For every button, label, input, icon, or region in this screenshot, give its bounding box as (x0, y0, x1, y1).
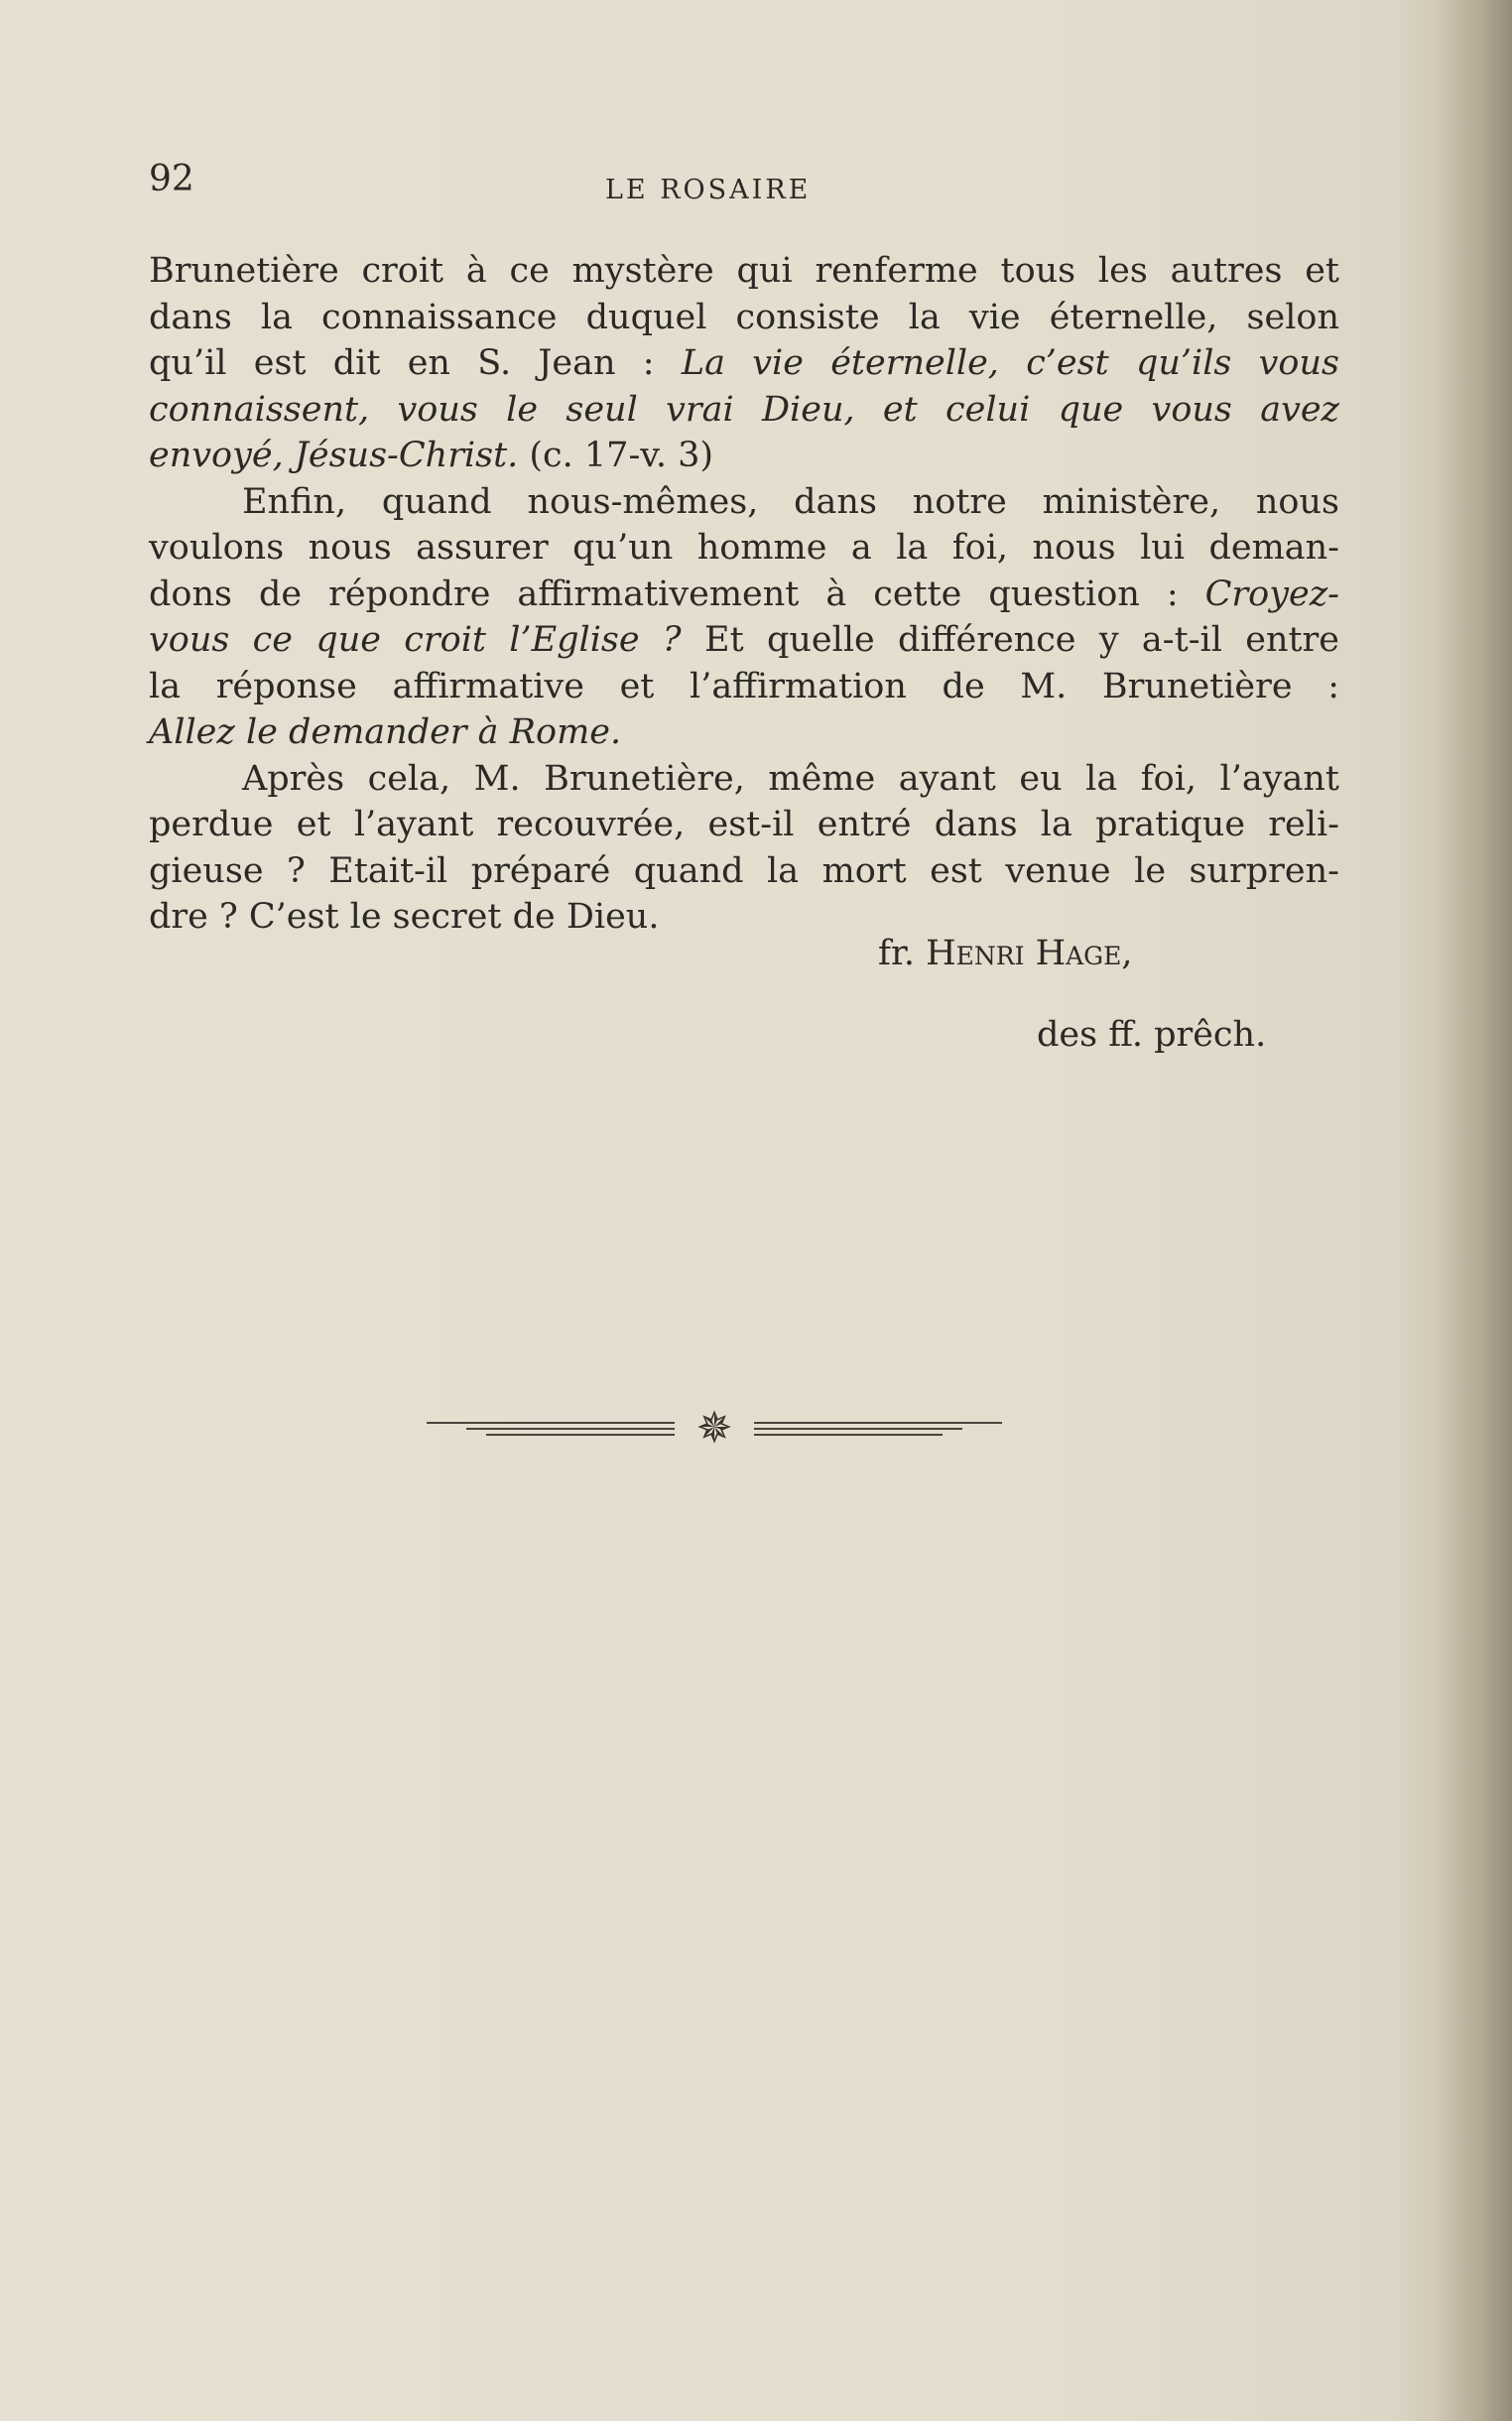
text-run: dans la connaissance duquel consiste la vie éternelle, selon (149, 297, 1339, 337)
text-run: dre ? C’est le secret de Dieu. (149, 897, 660, 937)
text-run: perdue et l’ayant recouvrée, est-il entré dans la pratique reli- (149, 805, 1339, 844)
signature-name-line (878, 931, 1133, 976)
text-line (149, 664, 1339, 710)
text-line (149, 248, 1339, 295)
text-run: voulons nous assurer qu’un homme a la foi, nous lui deman- (149, 528, 1339, 568)
text-run: Et quelle différence y a-t-il entre (681, 620, 1339, 660)
text-run: la réponse affirmative et l’affirmation de M. Brunetière : (149, 666, 1339, 706)
text-line (149, 848, 1339, 895)
text-line (149, 572, 1339, 618)
ornament-right-rules (754, 1422, 1002, 1436)
italic-text: envoyé, Jésus-Christ. (149, 436, 519, 475)
ornament-left-rules (427, 1422, 675, 1436)
text-run: (c. 17-v. 3) (518, 436, 714, 475)
italic-text: Croyez- (1204, 573, 1339, 614)
ornament-star-icon: ✵ (695, 1403, 733, 1454)
text-line (149, 295, 1339, 341)
text-line (149, 340, 1339, 387)
text-line (149, 894, 1339, 941)
italic-text: La vie éternelle, c’est qu’ils vous (681, 343, 1339, 383)
signature-order: des ff. prêch. (1037, 1015, 1267, 1055)
page-header (149, 159, 1339, 208)
text-run: Après cela, M. Brunetière, même ayant eu la foi, l’ayant (242, 758, 1339, 799)
binding-shadow (1433, 0, 1512, 2421)
text-line (149, 617, 1339, 664)
text-run: Brunetière croit à ce mystère qui renferme tous les autres et (149, 251, 1339, 291)
text-line (149, 709, 1339, 756)
signature-prefix: fr. (878, 934, 927, 973)
italic-text: Allez le demander à Rome. (149, 712, 622, 752)
paragraph (149, 479, 1339, 756)
text-run: dons de répondre affirmativement à cette question : (149, 573, 1205, 614)
italic-text: vous ce que croit l’Eglise ? (149, 620, 682, 660)
body-text (149, 248, 1339, 941)
italic-text: connaissent, vous le seul vrai Dieu, et celui que vous avez (149, 389, 1339, 430)
paragraph (149, 756, 1339, 941)
text-line (149, 525, 1339, 572)
signature-name: Henri Hage, (926, 934, 1133, 973)
text-run: gieuse ? Etait-il préparé quand la mort est venue le surpren- (149, 850, 1339, 891)
running-head: LE ROSAIRE (605, 175, 812, 205)
ornament-divider (427, 1404, 1002, 1454)
text-run: Enfin, quand nous-mêmes, dans notre ministère, nous (242, 481, 1339, 522)
text-line (149, 433, 1339, 479)
page-number: 92 (149, 159, 194, 199)
text-line (149, 756, 1339, 803)
text-run: qu’il est dit en S. Jean : (149, 343, 682, 383)
text-line (149, 479, 1339, 526)
text-line (149, 802, 1339, 848)
paragraph (149, 248, 1339, 479)
text-line (149, 387, 1339, 434)
